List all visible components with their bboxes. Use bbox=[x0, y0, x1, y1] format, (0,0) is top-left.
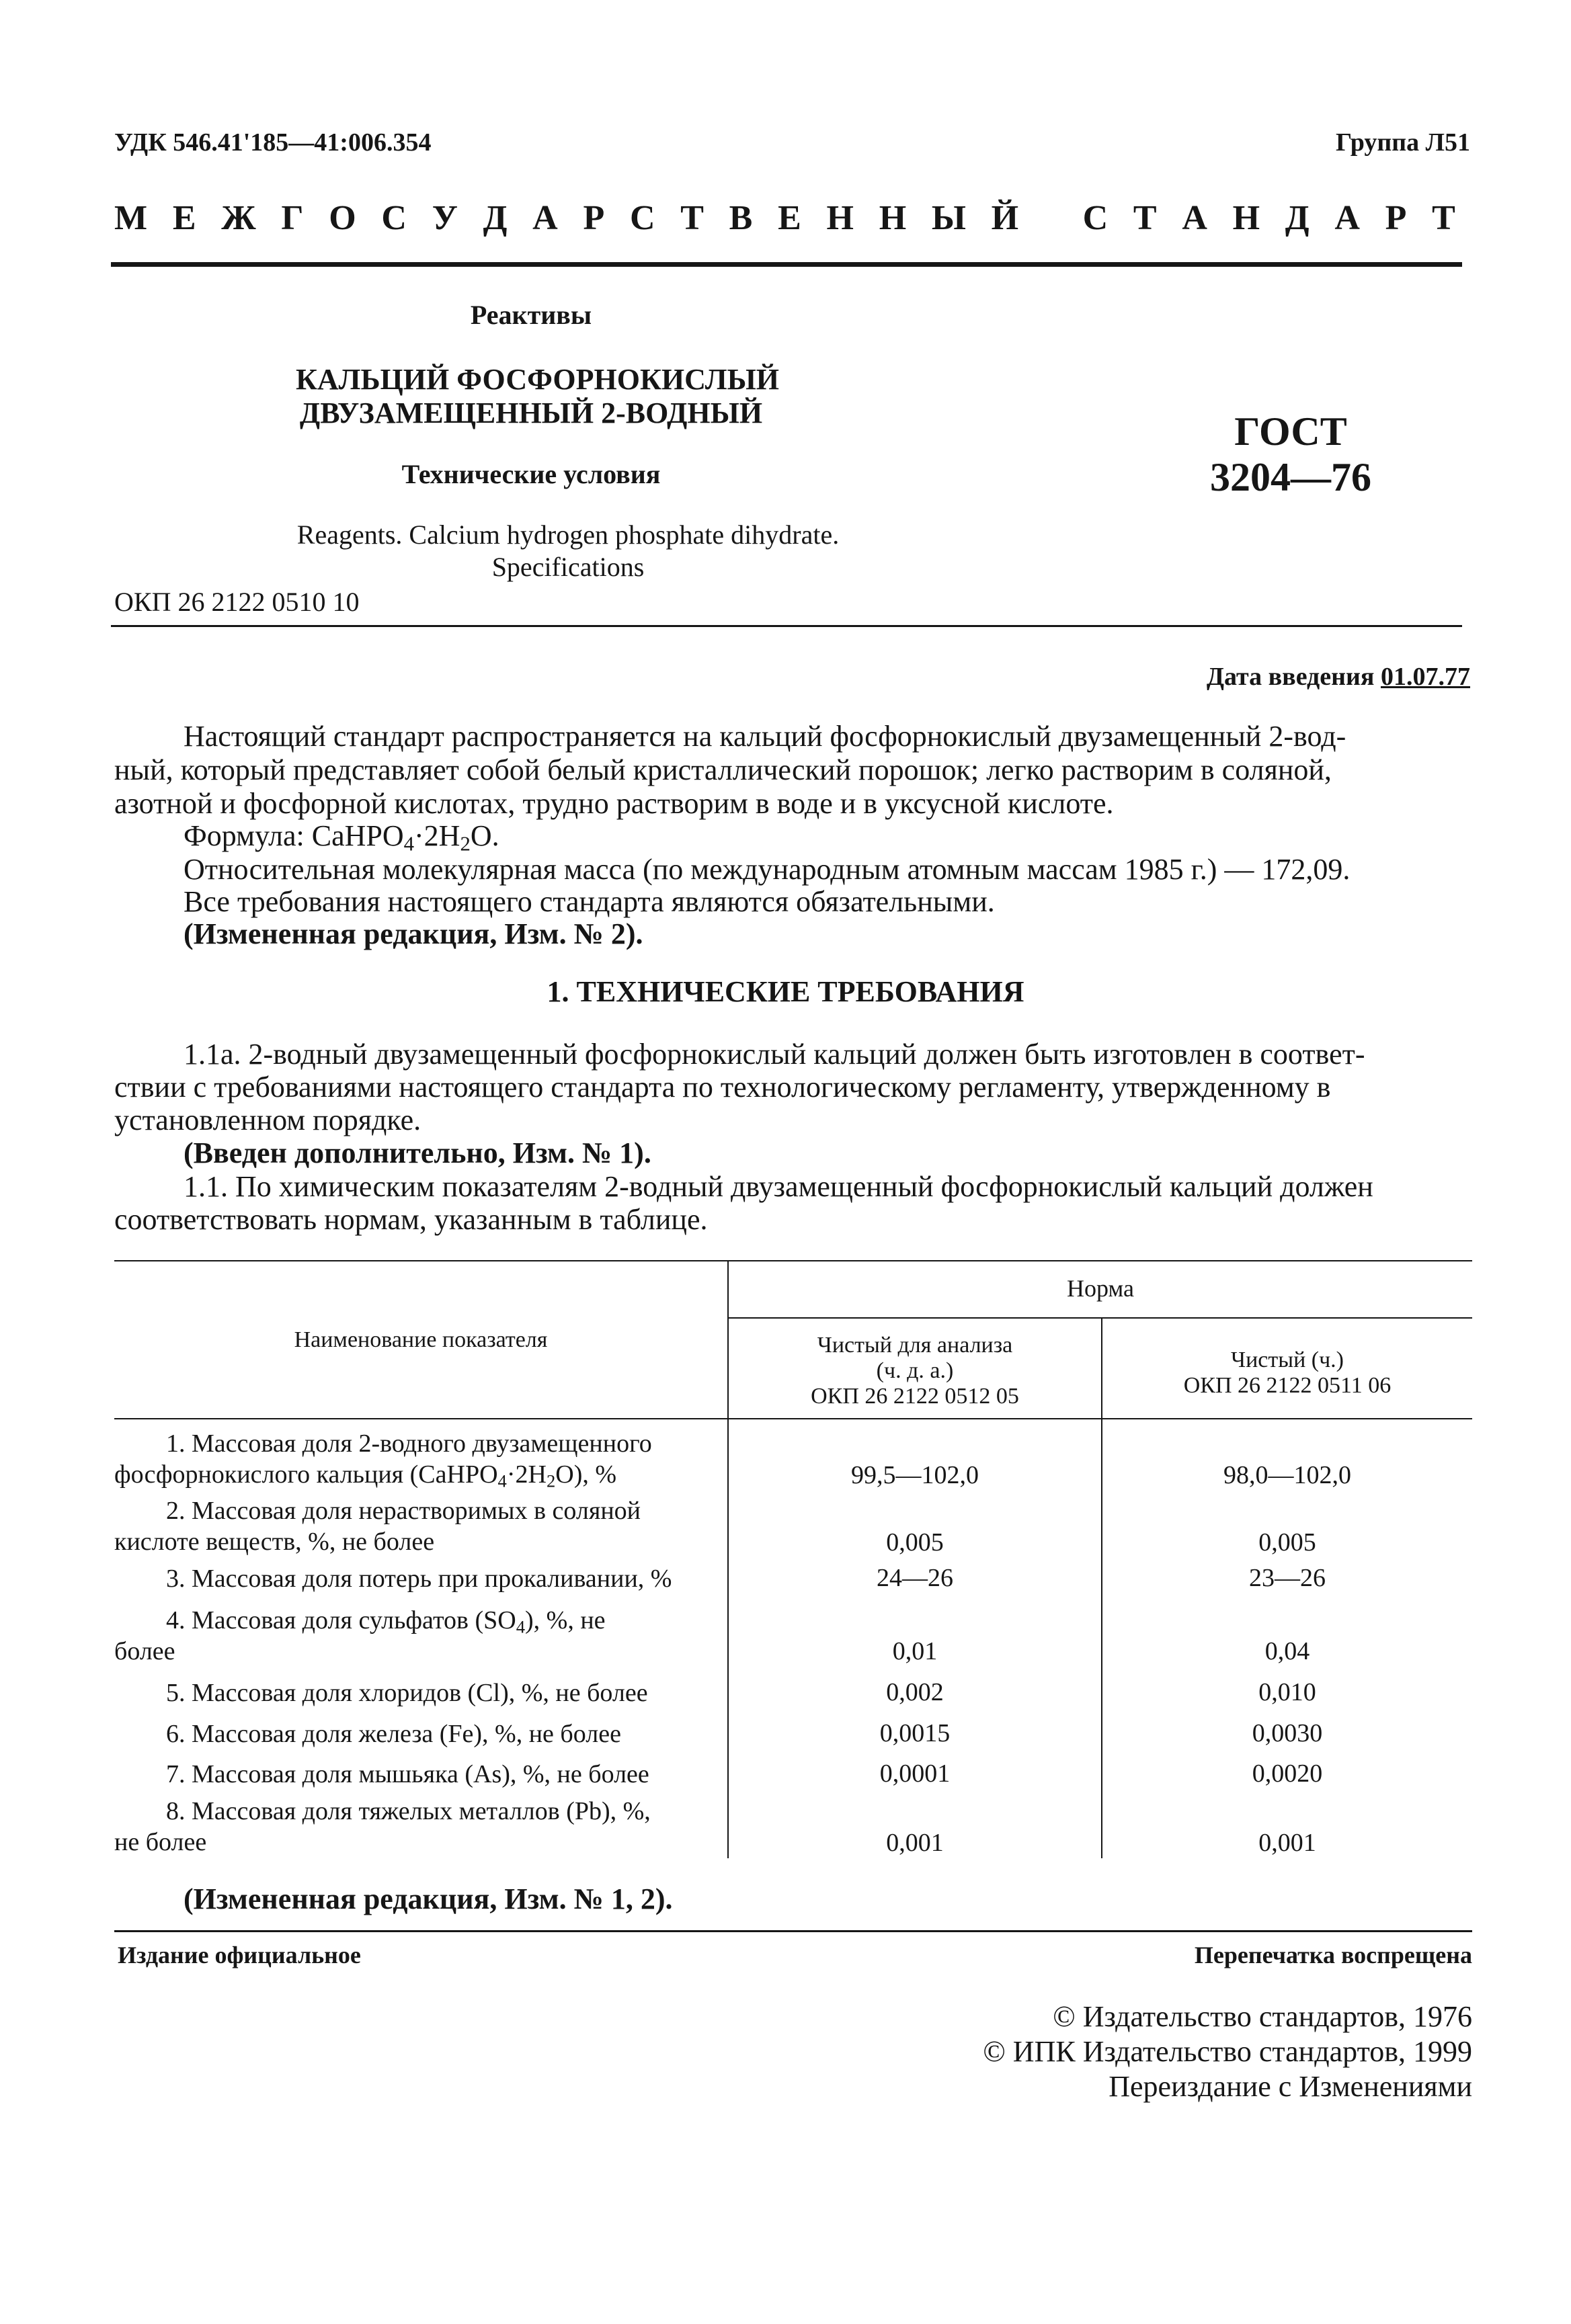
intro-line-1: Настоящий стандарт распространяется на кальций фосфорнокислый двузамещенный 2-вод- bbox=[184, 720, 1346, 753]
banner-letter: Т bbox=[1432, 199, 1455, 237]
banner-letter: Д bbox=[483, 199, 508, 237]
banner-letter: С bbox=[629, 199, 655, 237]
row-8-value-b: 0,001 bbox=[1258, 1829, 1316, 1857]
formula-sub-1: 4 bbox=[403, 832, 415, 856]
row-7-label: 7. Массовая доля мышьяка (As), %, не более bbox=[166, 1760, 649, 1788]
subtitle: Технические условия bbox=[401, 459, 661, 489]
row-2-value-b: 0,005 bbox=[1258, 1528, 1316, 1557]
banner-letter: В bbox=[729, 199, 753, 237]
banner-letter: Р bbox=[1385, 199, 1407, 237]
banner-letter bbox=[1044, 198, 1057, 238]
row-4-label-line1: 4. Массовая доля сульфатов $(SO_4)$, %, не bbox=[166, 1606, 606, 1637]
row-4-value-a: 0,01 bbox=[892, 1637, 938, 1665]
english-title-line1: Reagents. Calcium hydrogen phosphate dihydrate. bbox=[296, 520, 840, 550]
okp-code: ОКП 26 2122 0510 10 bbox=[114, 587, 360, 617]
category-label: Реактивы bbox=[470, 300, 592, 330]
row-8-value-a: 0,001 bbox=[886, 1829, 944, 1857]
copyright-block bbox=[983, 1999, 1472, 2104]
row-4-label-line2: более bbox=[114, 1637, 175, 1665]
formula-sub-2: 2 bbox=[460, 832, 471, 856]
table-header-rule bbox=[114, 1418, 1472, 1419]
clause-1-1-line-1: 1.1. По химическим показателям 2-водный двузамещенный фосфорнокислый кальций должен bbox=[184, 1170, 1373, 1203]
banner-letter: А bbox=[1334, 199, 1360, 237]
col-header-pure-line2: ОКП 26 2122 0511 06 bbox=[1183, 1373, 1392, 1398]
introduction-date-value: 01.07.77 bbox=[1381, 663, 1470, 691]
formula-prefix: Формула: CaHPO bbox=[184, 819, 404, 852]
row-1-label-line2: фосфорнокислого кальция $(CaHPO_4\cdot 2H_2O)$, % bbox=[114, 1460, 617, 1491]
introduction-date-label: Дата введения bbox=[1206, 663, 1375, 691]
col-header-pure-line1: Чистый (ч.) bbox=[1230, 1347, 1344, 1372]
row-3-label: 3. Массовая доля потерь при прокаливании, % bbox=[166, 1565, 672, 1593]
row-8-label-line1: 8. Массовая доля тяжелых металлов (Pb), %, bbox=[166, 1797, 651, 1825]
introduced-note: (Введен дополнительно, Изм. № 1). bbox=[184, 1136, 651, 1169]
gost-number: 3204—76 bbox=[1210, 455, 1371, 499]
gost-designation bbox=[1183, 409, 1398, 500]
row-7-value-b: 0,0020 bbox=[1252, 1759, 1323, 1788]
row-5-label: 5. Массовая доля хлоридов (Cl), %, не более bbox=[166, 1679, 648, 1707]
banner-letter: О bbox=[329, 199, 356, 237]
introduction-date bbox=[1207, 662, 1470, 692]
table-top-rule bbox=[114, 1260, 1472, 1261]
banner-letter: Н bbox=[1232, 199, 1260, 237]
intro-amended-note: (Измененная редакция, Изм. № 2). bbox=[184, 917, 643, 950]
row-8-label-line2: не более bbox=[114, 1828, 207, 1856]
product-name bbox=[296, 363, 779, 430]
row-2-label-line2: кислоте веществ, %, не более bbox=[114, 1528, 435, 1556]
banner-letter: Е bbox=[778, 199, 801, 237]
clause-1-1a-line-1: 1.1а. 2-водный двузамещенный фосфорнокислый кальций должен быть изготовлен в соответ- bbox=[184, 1038, 1365, 1071]
formula-end: O. bbox=[470, 819, 499, 852]
banner-letter: Н bbox=[826, 199, 854, 237]
clause-1-1a-line-2: ствии с требованиями настоящего стандарта по технологическому регламенту, утвержденному в bbox=[114, 1071, 1331, 1104]
row-6-value-b: 0,0030 bbox=[1252, 1719, 1323, 1747]
gost-label: ГОСТ bbox=[1234, 409, 1347, 454]
col-header-norm: Норма bbox=[1067, 1275, 1134, 1302]
standard-type-banner bbox=[114, 198, 1455, 238]
col-header-pure bbox=[1102, 1347, 1472, 1399]
molar-mass-line: Относительная молекулярная масса (по международным атомным массам 1985 г.) — 172,09. bbox=[184, 853, 1351, 886]
banner-letter: А bbox=[1182, 199, 1207, 237]
row-2-label-line1: 2. Массовая доля нерастворимых в соляной bbox=[166, 1497, 641, 1525]
banner-letter: Е bbox=[172, 199, 196, 237]
banner-letter: Ы bbox=[931, 199, 966, 237]
row-1-label-line1: 1. Массовая доля 2-водного двузамещенного bbox=[166, 1429, 652, 1458]
udk-code: УДК 546.41'185—41:006.354 bbox=[114, 128, 432, 157]
banner-letter: С bbox=[381, 199, 407, 237]
row-6-label: 6. Массовая доля железа (Fe), %, не более bbox=[166, 1720, 621, 1748]
row-4-value-b: 0,04 bbox=[1264, 1637, 1310, 1665]
reprint-prohibited: Перепечатка воспрещена bbox=[1194, 1942, 1472, 1968]
row-8-label bbox=[114, 1796, 719, 1858]
banner-letter: Т bbox=[1133, 199, 1157, 237]
banner-letter: Д bbox=[1285, 199, 1310, 237]
official-edition: Издание официальное bbox=[118, 1942, 361, 1968]
row-4-label bbox=[114, 1605, 719, 1667]
section-1-heading: 1. ТЕХНИЧЕСКИЕ ТРЕБОВАНИЯ bbox=[547, 975, 1024, 1008]
col-header-analytical-line1: Чистый для анализа bbox=[817, 1333, 1013, 1358]
col-header-analytical-line3: ОКП 26 2122 0512 05 bbox=[811, 1384, 1019, 1409]
banner-letter: Т bbox=[680, 199, 704, 237]
footer-rule bbox=[114, 1930, 1472, 1932]
banner-letter: Г bbox=[281, 199, 304, 237]
banner-letter: Н bbox=[879, 199, 907, 237]
row-1-value-b: 98,0—102,0 bbox=[1223, 1461, 1351, 1489]
banner-letter: Ж bbox=[221, 199, 256, 237]
row-3-value-b: 23—26 bbox=[1249, 1564, 1326, 1592]
title-rule bbox=[111, 625, 1462, 627]
row-2-label bbox=[114, 1495, 719, 1557]
col-header-analytical-line2: (ч. д. а.) bbox=[876, 1358, 954, 1383]
banner-letter: М bbox=[114, 199, 148, 237]
row-5-value-b: 0,010 bbox=[1258, 1678, 1316, 1706]
intro-line-3: азотной и фосфорной кислотах, трудно растворим в воде и в уксусной кислоте. bbox=[114, 787, 1114, 820]
col-header-name: Наименование показателя bbox=[294, 1327, 548, 1352]
formula-line bbox=[184, 819, 499, 856]
banner-letter: У bbox=[432, 199, 458, 237]
banner-letter: А bbox=[532, 199, 558, 237]
product-name-line1: КАЛЬЦИЙ ФОСФОРНОКИСЛЫЙ bbox=[296, 363, 779, 396]
banner-letter: Р bbox=[583, 199, 605, 237]
english-title bbox=[229, 519, 908, 583]
banner-letter: С bbox=[1082, 199, 1109, 237]
table-amended-note: (Измененная редакция, Изм. № 1, 2). bbox=[184, 1882, 673, 1915]
clause-1-1a-line-3: установленном порядке. bbox=[114, 1104, 421, 1136]
row-7-value-a: 0,0001 bbox=[879, 1759, 951, 1788]
row-1-value-a: 99,5—102,0 bbox=[851, 1461, 979, 1489]
row-1-label bbox=[114, 1428, 719, 1490]
copyright-1999: © ИПК Издательство стандартов, 1999 bbox=[983, 2035, 1472, 2068]
col-header-analytical bbox=[729, 1333, 1101, 1409]
row-6-value-a: 0,0015 bbox=[879, 1719, 951, 1747]
product-name-line2: ДВУЗАМЕЩЕННЫЙ 2-ВОДНЫЙ bbox=[299, 397, 763, 429]
intro-line-2: ный, который представляет собой белый кристаллический порошок; легко растворим в соляной, bbox=[114, 753, 1332, 786]
clause-1-1-line-2: соответствовать нормам, указанным в таблице. bbox=[114, 1203, 708, 1236]
english-title-line2: Specifications bbox=[491, 552, 645, 582]
reissue-note: Переиздание с Изменениями bbox=[1109, 2070, 1472, 2103]
group-code: Группа Л51 bbox=[1335, 128, 1470, 157]
norm-divider-rule bbox=[728, 1317, 1472, 1319]
formula-mid: ·2H bbox=[414, 819, 460, 852]
mandatory-line: Все требования настоящего стандарта являются обязательными. bbox=[184, 885, 995, 918]
row-3-value-a: 24—26 bbox=[877, 1564, 953, 1592]
top-rule bbox=[111, 262, 1462, 267]
row-2-value-a: 0,005 bbox=[886, 1528, 944, 1557]
row-5-value-a: 0,002 bbox=[886, 1678, 944, 1706]
copyright-1976: © Издательство стандартов, 1976 bbox=[1053, 2000, 1472, 2033]
banner-letter: Й bbox=[991, 199, 1019, 237]
